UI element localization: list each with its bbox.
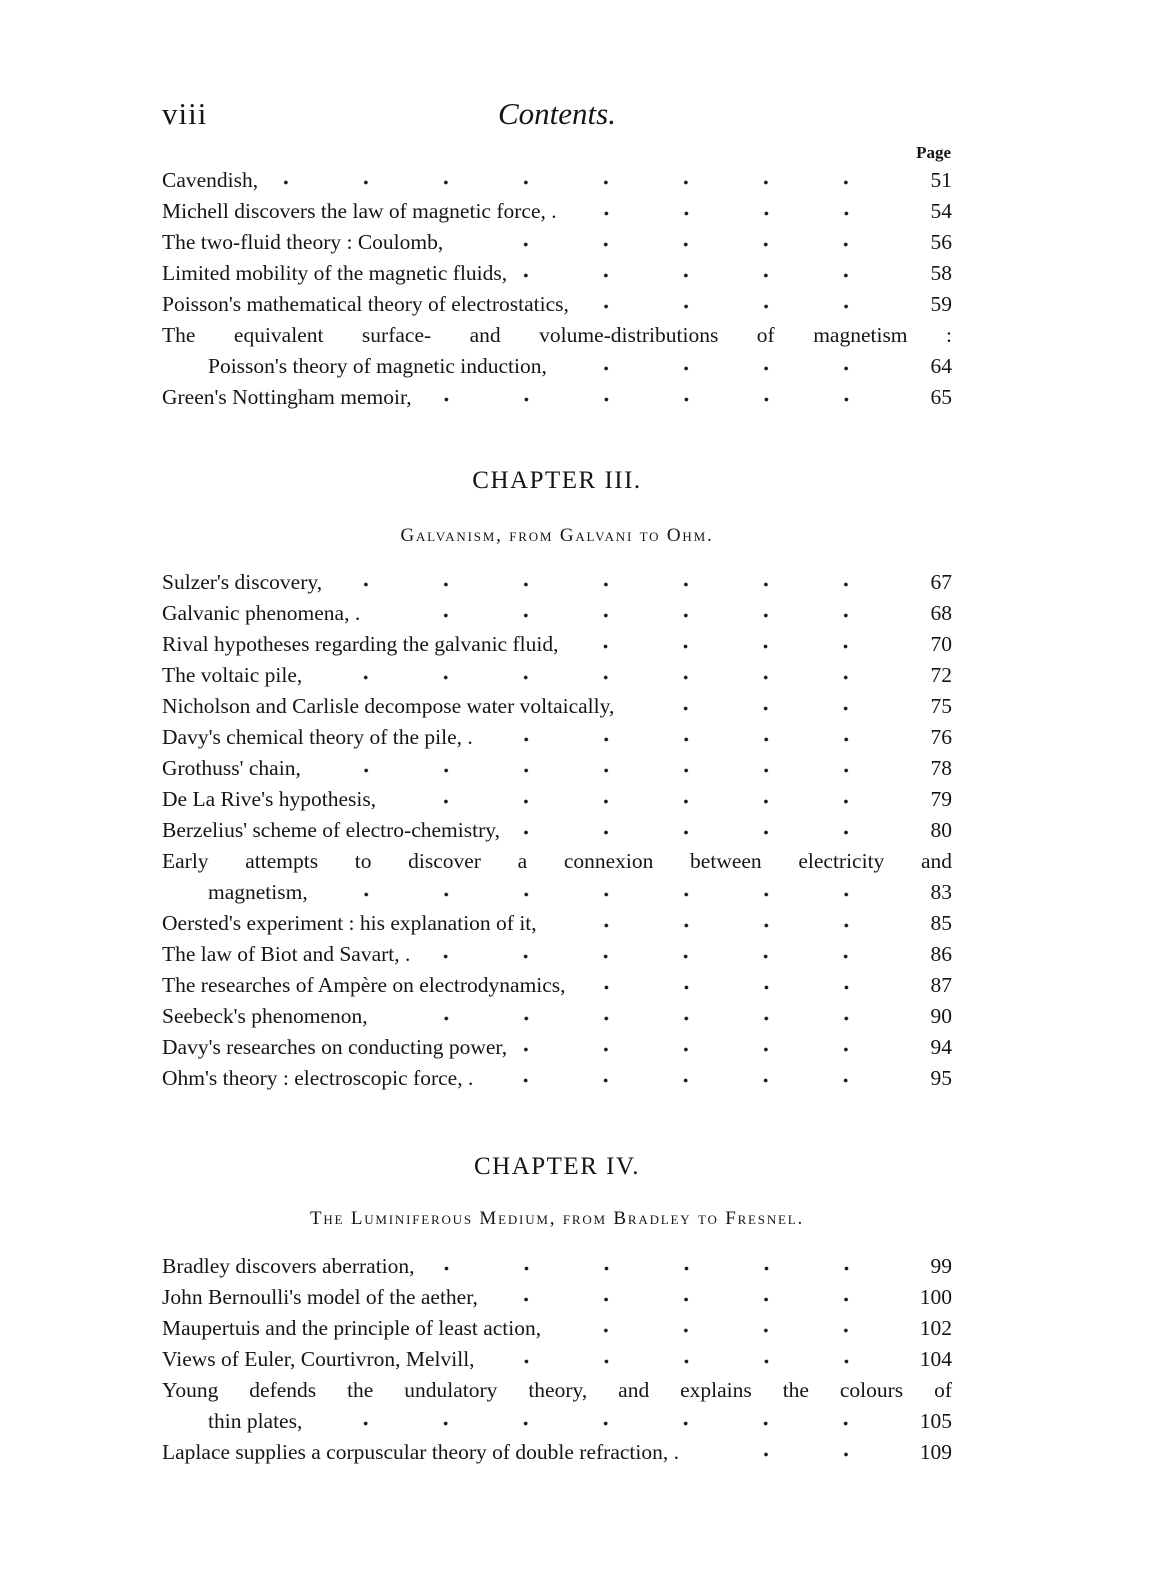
toc-page-number: 58 [930,261,952,285]
toc-page-number: 79 [930,787,952,811]
toc-entry-line [162,908,952,939]
toc-entry [162,382,952,413]
toc-entry-title: Grothuss' chain, [162,756,301,780]
toc-page-number: 85 [930,911,952,935]
dot-leader [517,258,886,289]
toc-entry-title: Seebeck's phenomenon, [162,1004,368,1028]
toc-page-number: 51 [930,168,952,192]
page-header [162,96,952,140]
dot-leader [318,877,886,908]
dot-leader [567,196,886,227]
toc-entry [162,196,952,227]
toc-entry [162,908,952,939]
toc-entry-line [162,722,952,753]
toc-entry-title: The researches of Ampère on electrodynamics, [162,973,566,997]
toc-entry-title: Laplace supplies a corpuscular theory of double refraction, . [162,1440,679,1464]
toc-entry [162,753,952,784]
toc-page-number: 95 [930,1066,952,1090]
dot-leader [422,382,886,413]
toc-entry-title: Poisson's theory of magnetic induction, [208,354,547,378]
toc-page-number: 83 [930,880,952,904]
toc-page-number: 90 [930,1004,952,1028]
dot-leader [311,753,886,784]
toc-entry-line [162,691,952,722]
toc-entry-title: The equivalent surface- and volume-distributions of magnetism : [162,323,952,347]
toc-entry-title: Berzelius' scheme of electro-chemistry, [162,818,500,842]
toc-entry-line [162,289,952,320]
dot-leader [420,939,886,970]
toc-entry-line [162,1344,952,1375]
toc-entry [162,660,952,691]
dot-leader [568,629,886,660]
toc-entry-line [162,784,952,815]
toc-entry-line [162,846,952,877]
toc-page-number: 65 [930,385,952,409]
toc-entry-title: De La Rive's hypothesis, [162,787,377,811]
toc-page-number: 94 [930,1035,952,1059]
toc-entry [162,258,952,289]
dot-leader [517,1032,886,1063]
toc-entry-title: Young defends the undulatory theory, and explains the colours of [162,1378,952,1402]
toc-page-number: 67 [930,570,952,594]
dot-leader [510,815,886,846]
dot-leader [485,1344,886,1375]
toc-entry-line [162,1001,952,1032]
toc-page-number: 104 [919,1347,952,1371]
toc-page-number: 87 [930,973,952,997]
toc-entry-title: Nicholson and Carlisle decompose water voltaically, [162,694,615,718]
toc-entry-title: Sulzer's discovery, [162,570,323,594]
toc-entry [162,722,952,753]
toc-entry-line [162,939,952,970]
toc-entries-chapter-3 [162,567,952,1094]
toc-entry-title: Views of Euler, Courtivron, Melvill, [162,1347,475,1371]
toc-entry [162,1375,952,1437]
dot-leader [370,598,886,629]
toc-entry-line [162,1282,952,1313]
toc-entry-title: Davy's researches on conducting power, [162,1035,508,1059]
toc-entry-line [162,1032,952,1063]
toc-entry-title: The voltaic pile, [162,663,303,687]
toc-entry-line [162,1251,952,1282]
toc-entry-title: The two-fluid theory : Coulomb, [162,230,444,254]
dot-leader [453,227,886,258]
toc-entry-title: thin plates, [208,1409,303,1433]
toc-entry-line [162,1063,952,1094]
chapter-4-title: CHAPTER IV. [473,1153,641,1180]
toc-page-number: 54 [930,199,952,223]
chapter-3-subtitle: Galvanism, from Galvani to Ohm. [400,525,714,546]
toc-entry [162,289,952,320]
toc-entry-title: Early attempts to discover a connexion between electricity and [162,849,952,873]
toc-entry [162,1437,952,1468]
toc-entry [162,598,952,629]
toc-entry [162,846,952,908]
dot-leader [483,722,886,753]
dot-leader [551,1313,886,1344]
dot-leader [312,1406,886,1437]
toc-entry-line [162,382,952,413]
toc-page-number: 59 [930,292,952,316]
dot-leader [312,660,886,691]
dot-leader [576,970,886,1001]
dot-leader [579,289,886,320]
toc-entry [162,629,952,660]
dot-leader [624,691,886,722]
toc-entry [162,691,952,722]
toc-entry-line [162,1313,952,1344]
toc-entry-line [162,1406,952,1437]
toc-page-number: 100 [919,1285,952,1309]
toc-entry-line [162,258,952,289]
toc-entry-title: Poisson's mathematical theory of electrostatics, [162,292,569,316]
toc-entry [162,1251,952,1282]
toc-entry-title: Cavendish, [162,168,259,192]
toc-entry-line [162,877,952,908]
dot-leader [268,165,886,196]
toc-entry [162,1001,952,1032]
toc-page-number: 99 [930,1254,952,1278]
toc-entry-title: The law of Biot and Savart, . [162,942,411,966]
dot-leader [386,784,886,815]
toc-entry [162,1282,952,1313]
toc-entry [162,227,952,258]
dot-leader [378,1001,886,1032]
dot-leader [547,908,886,939]
toc-entry-line [162,165,952,196]
toc-page-number: 102 [919,1316,952,1340]
toc-entry [162,784,952,815]
toc-page-number: 68 [930,601,952,625]
dot-leader [332,567,886,598]
toc-entry-line [162,815,952,846]
toc-entries-chapter-4 [162,1251,952,1468]
toc-entry-title: Ohm's theory : electroscopic force, . [162,1066,474,1090]
toc-entry-title: Michell discovers the law of magnetic force, . [162,199,557,223]
toc-entry-line [162,629,952,660]
toc-page-number: 86 [930,942,952,966]
toc-entry-line [162,753,952,784]
toc-entry-line [162,1375,952,1406]
toc-entry [162,970,952,1001]
toc-entry [162,939,952,970]
toc-entry-line [162,351,952,382]
toc-entry-line [162,970,952,1001]
toc-page-number: 76 [930,725,952,749]
toc-entry-title: Maupertuis and the principle of least action, [162,1316,542,1340]
toc-entry-line [162,320,952,351]
toc-entry [162,1032,952,1063]
toc-entry-line [162,567,952,598]
toc-entry-title: Oersted's experiment : his explanation of it, [162,911,537,935]
toc-page-number: 109 [919,1440,952,1464]
toc-page-number: 78 [930,756,952,780]
toc-page-number: 70 [930,632,952,656]
toc-entry [162,567,952,598]
dot-leader [488,1282,886,1313]
dot-leader [689,1437,886,1468]
toc-entries-top [162,165,952,413]
toc-entry-title: John Bernoulli's model of the aether, [162,1285,478,1309]
toc-page-number: 80 [930,818,952,842]
toc-entry [162,165,952,196]
toc-page-number: 56 [930,230,952,254]
dot-leader [557,351,886,382]
toc-page-number: 64 [930,354,952,378]
toc-entry-title: Bradley discovers aberration, [162,1254,415,1278]
toc-entry-line [162,1437,952,1468]
toc-entry-title: magnetism, [208,880,308,904]
toc-entry-title: Davy's chemical theory of the pile, . [162,725,473,749]
toc-entry-line [162,196,952,227]
toc-entry-line [162,660,952,691]
chapter-4-subtitle: The Luminiferous Medium, from Bradley to Fresnel. [309,1208,805,1229]
toc-entry [162,1344,952,1375]
toc-entry [162,1063,952,1094]
toc-page-number: 75 [930,694,952,718]
toc-entry-title: Green's Nottingham memoir, [162,385,412,409]
toc-entry [162,815,952,846]
toc-entry-title: Rival hypotheses regarding the galvanic fluid, [162,632,559,656]
folio-page-number: viii [162,96,208,131]
page-column-label: Page [916,143,951,162]
dot-leader [425,1251,886,1282]
toc-page-number: 105 [919,1409,952,1433]
dot-leader [483,1063,886,1094]
toc-entry [162,1313,952,1344]
toc-page-number: 72 [930,663,952,687]
toc-entry-title: Galvanic phenomena, . [162,601,361,625]
toc-entry [162,320,952,382]
running-title: Contents. [498,96,616,131]
toc-entry-title: Limited mobility of the magnetic fluids, [162,261,508,285]
toc-entry-line [162,227,952,258]
toc-entry-line [162,598,952,629]
chapter-3-title: CHAPTER III. [472,467,642,494]
